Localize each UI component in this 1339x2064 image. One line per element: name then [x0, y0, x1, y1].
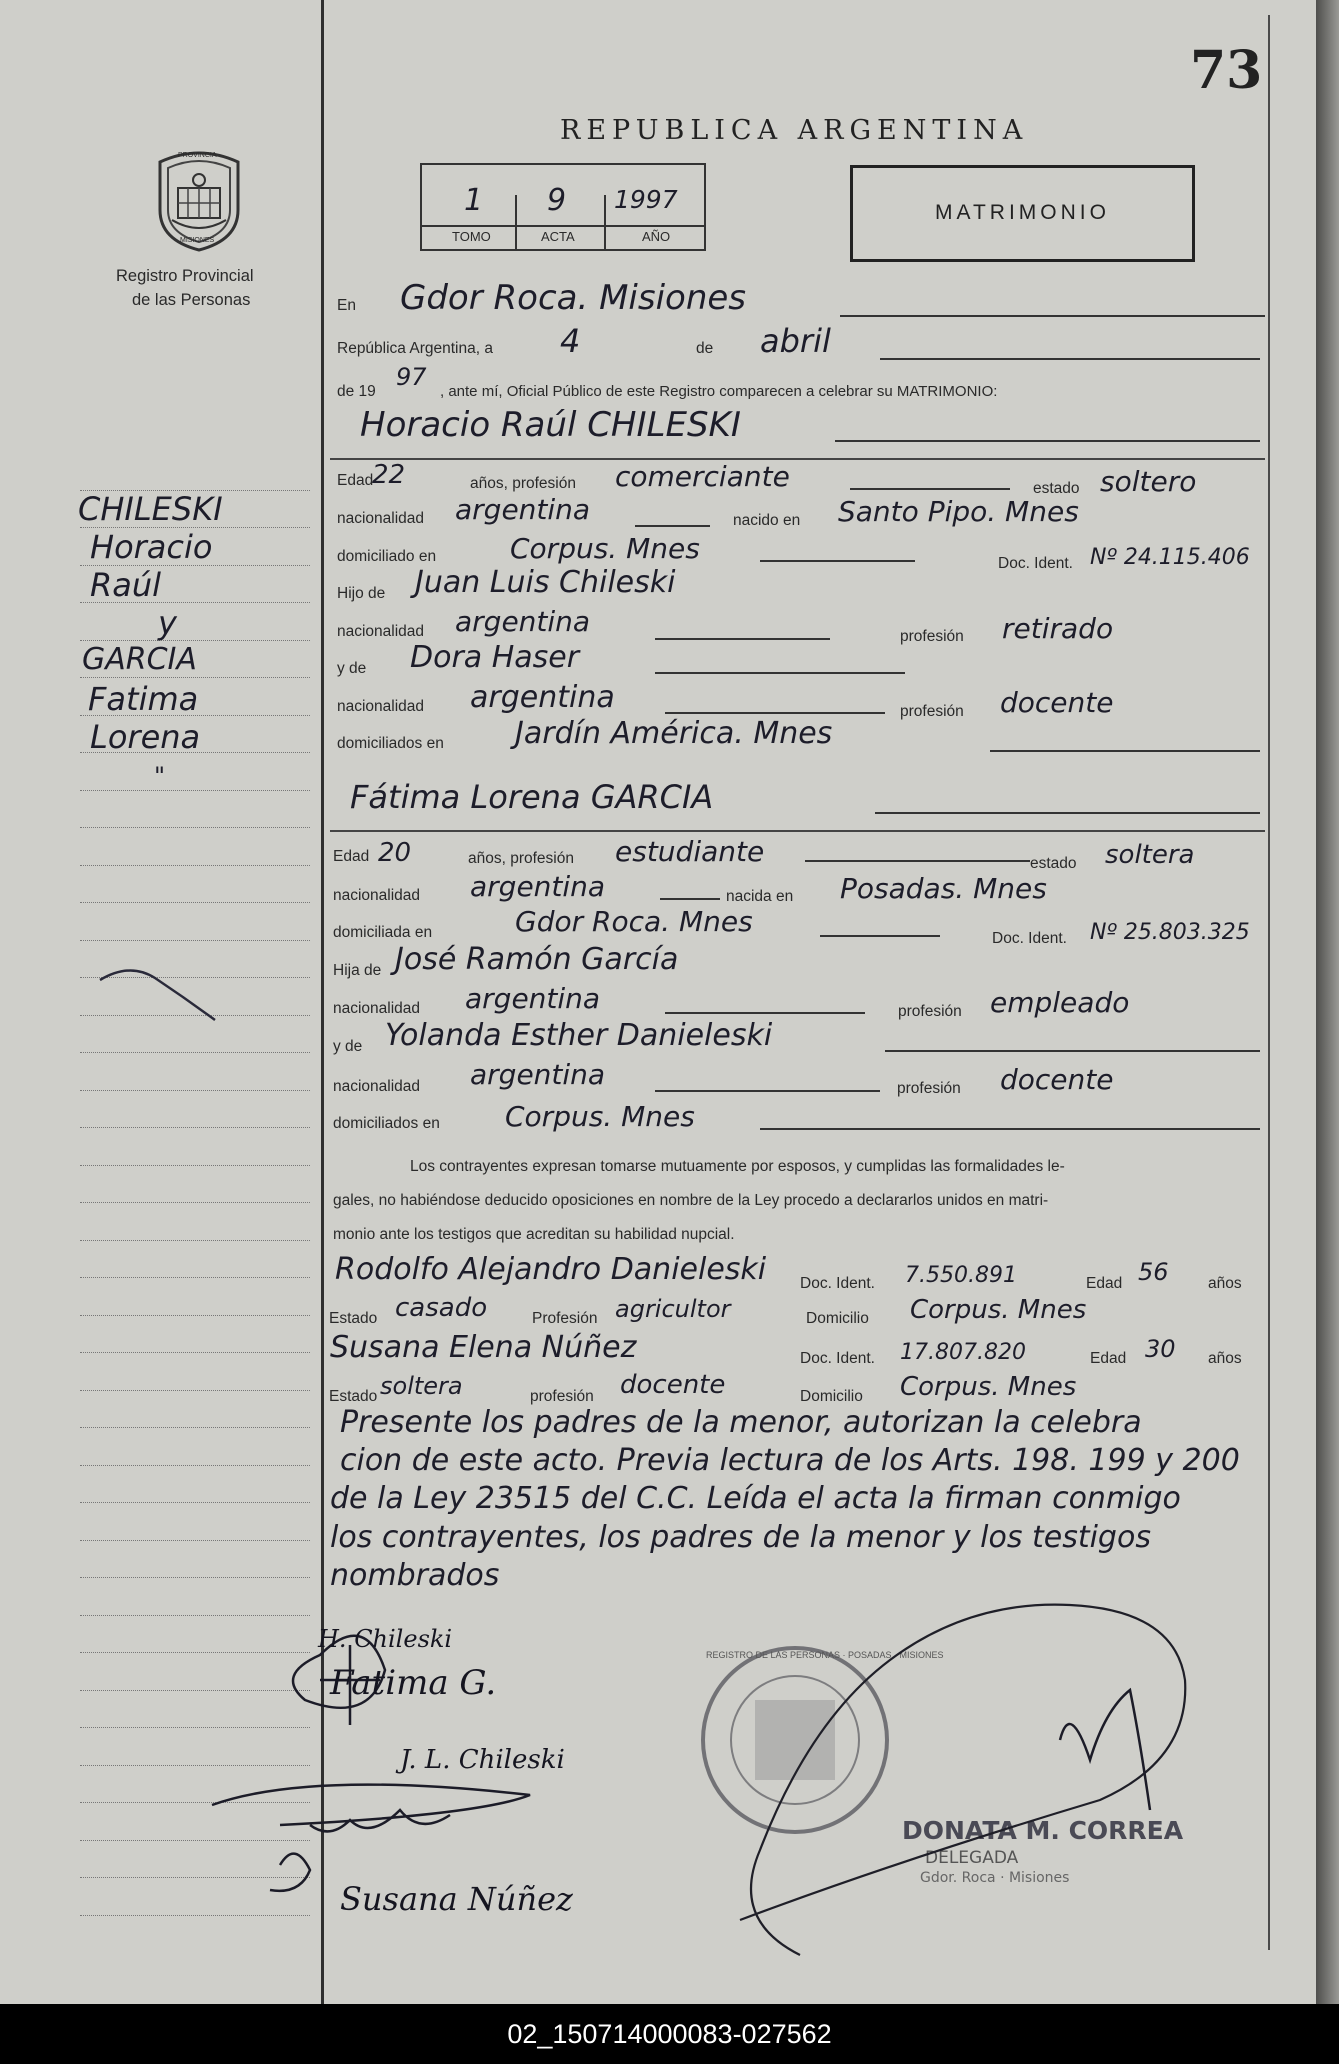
bride-domicilio: Gdor Roca. Mnes: [515, 905, 753, 938]
declaration-line-1: Los contrayentes expresan tomarse mutuamente por esposos, y cumplidas las formalidades le-: [410, 1158, 1065, 1175]
groom-doc: Nº 24.115.406: [1090, 545, 1250, 570]
witness-1-prof-label: Profesión: [532, 1310, 598, 1327]
groom-father-prof: retirado: [1002, 612, 1114, 645]
day-value: 4: [560, 322, 581, 360]
groom-estado: soltero: [1100, 465, 1197, 498]
bride-father: José Ramón García: [395, 942, 679, 977]
declaration-line-2: gales, no habiéndose deducido oposiciones en nombre de la Ley procedo a declararlos unidos en matri-: [333, 1192, 1049, 1209]
groom-father: Juan Luis Chileski: [415, 565, 676, 600]
de-label: de: [696, 340, 714, 357]
bride-father-prof-label: profesión: [898, 1003, 962, 1020]
groom-edad-label: Edad: [337, 472, 374, 489]
groom-mother: Dora Haser: [410, 640, 580, 675]
witness-1-doc: 7.550.891: [905, 1263, 1017, 1288]
registry-name-line-2: de las Personas: [132, 291, 251, 309]
margin-line-4: y: [158, 604, 177, 642]
note-line-4: los contrayentes, los padres de la menor y los testigos: [330, 1520, 1151, 1555]
bride-mother-prof-label: profesión: [897, 1080, 961, 1097]
bride-name: Fátima Lorena GARCIA: [350, 778, 714, 816]
groom-anos-profesion-label: años, profesión: [470, 475, 576, 492]
bride-nacionalidad: argentina: [470, 870, 606, 903]
signature-witness: Susana Núñez: [340, 1880, 573, 1918]
groom-profesion: comerciante: [615, 460, 790, 493]
groom-dom-label: domiciliado en: [337, 548, 437, 565]
signature-groom: H. Chileski: [318, 1625, 453, 1653]
witness-1-edad: 56: [1138, 1258, 1169, 1286]
year-prefix: de 19: [337, 383, 376, 400]
witness-1-estado: casado: [395, 1293, 488, 1323]
official-title-stamp: DELEGADA: [925, 1848, 1019, 1868]
groom-doc-label: Doc. Ident.: [998, 555, 1073, 572]
bride-parents-dom-label: domiciliados en: [333, 1115, 440, 1132]
bride-nac-label: nacionalidad: [333, 887, 421, 904]
groom-domicilio: Corpus. Mnes: [510, 532, 700, 565]
act-type-label: MATRIMONIO: [935, 201, 1110, 224]
groom-name: Horacio Raúl CHILESKI: [360, 405, 741, 445]
witness-2-edad: 30: [1145, 1335, 1176, 1363]
groom-nacido-label: nacido en: [733, 512, 801, 529]
bride-estado: soltera: [1105, 840, 1195, 870]
witness-2-estado-label: Estado: [329, 1388, 378, 1405]
groom-father-nac: argentina: [455, 605, 591, 638]
bride-hija-label: Hija de: [333, 962, 382, 979]
ano-value: 1997: [614, 185, 678, 214]
bride-father-prof: empleado: [990, 986, 1130, 1019]
witness-2-prof-label: profesión: [530, 1388, 594, 1405]
stamp-round-text: REGISTRO DE LAS PERSONAS · POSADAS · MISIONES: [706, 1650, 944, 1660]
year-value: 97: [396, 363, 427, 391]
registry-name-line-1: Registro Provincial: [116, 267, 254, 285]
witness-1-anos-label: años: [1208, 1275, 1242, 1292]
witness-2-dom: Corpus. Mnes: [900, 1372, 1077, 1402]
bride-mother: Yolanda Esther Danieleski: [385, 1018, 773, 1053]
witness-2-edad-label: Edad: [1090, 1350, 1127, 1367]
margin-line-5: GARCIA: [82, 642, 197, 677]
tomo-value: 1: [464, 183, 484, 218]
declaration-line-3: monio ante los testigos que acreditan su habilidad nupcial.: [333, 1226, 735, 1243]
witness-1-name: Rodolfo Alejandro Danieleski: [335, 1252, 767, 1287]
folio-number: 73: [1190, 40, 1263, 101]
bride-mother-prof: docente: [1000, 1063, 1114, 1096]
tomo-label: TOMO: [452, 229, 491, 244]
witness-2-doc-label: Doc. Ident.: [800, 1350, 875, 1367]
seal-caption-top: PROVINCIA: [178, 152, 217, 159]
margin-line-7: Lorena: [90, 718, 201, 756]
groom-father-nac-label: nacionalidad: [337, 623, 425, 640]
groom-mother-nac-label: nacionalidad: [337, 698, 425, 715]
groom-nacionalidad: argentina: [455, 493, 591, 526]
groom-mother-nac: argentina: [470, 680, 615, 715]
bride-mother-nac: argentina: [470, 1058, 606, 1091]
bride-father-nac-label: nacionalidad: [333, 1000, 421, 1017]
groom-hijo-label: Hijo de: [337, 585, 386, 602]
margin-flourish: [95, 950, 245, 1030]
witness-2-doc: 17.807.820: [900, 1340, 1026, 1365]
bride-yde-label: y de: [333, 1038, 363, 1055]
official-place-stamp: Gdor. Roca · Misiones: [920, 1870, 1070, 1886]
bride-dom-label: domiciliada en: [333, 924, 433, 941]
groom-father-prof-label: profesión: [900, 628, 964, 645]
en-label: En: [337, 297, 356, 314]
appearance-statement: , ante mí, Oficial Público de este Registro comparecen a celebrar su MATRIMONIO:: [440, 383, 998, 400]
bride-edad-label: Edad: [333, 848, 370, 865]
volume-act-year-box: [420, 163, 706, 251]
bride-nacida-label: nacida en: [726, 888, 794, 905]
witness-2-anos-label: años: [1208, 1350, 1242, 1367]
bride-estado-label: estado: [1030, 855, 1077, 872]
bride-doc-label: Doc. Ident.: [992, 930, 1067, 947]
groom-mother-prof: docente: [1000, 686, 1114, 719]
witness-2-name: Susana Elena Núñez: [330, 1330, 637, 1365]
witness-1-doc-label: Doc. Ident.: [800, 1275, 875, 1292]
bride-edad: 20: [378, 838, 412, 868]
margin-line-3: Raúl: [90, 566, 162, 604]
witness-2-dom-label: Domicilio: [800, 1388, 863, 1405]
act-type-box: [850, 165, 1195, 262]
bride-father-nac: argentina: [465, 982, 601, 1015]
groom-parents-dom-label: domiciliados en: [337, 735, 444, 752]
acta-label: ACTA: [541, 229, 575, 244]
bride-profesion: estudiante: [615, 835, 765, 868]
signature-bride: Fatima G.: [330, 1663, 497, 1703]
margin-line-2: Horacio: [90, 528, 213, 566]
margin-line-8: ": [154, 762, 166, 790]
witness-1-dom-label: Domicilio: [806, 1310, 869, 1327]
republica-label: República Argentina, a: [337, 340, 493, 357]
document-id-footer: 02_150714000083-027562: [0, 2004, 1339, 2064]
witness-1-prof: agricultor: [615, 1295, 731, 1323]
seal-caption-bottom: MISIONES: [180, 237, 215, 244]
ano-label: AÑO: [642, 229, 671, 244]
bride-nacida: Posadas. Mnes: [840, 872, 1047, 905]
margin-line-6: Fatima: [88, 680, 199, 718]
groom-yde-label: y de: [337, 660, 367, 677]
groom-estado-label: estado: [1033, 480, 1080, 497]
country-title: REPUBLICA ARGENTINA: [560, 115, 1029, 146]
book-binding-edge: [1316, 0, 1339, 2004]
acta-value: 9: [547, 183, 567, 218]
place-value: Gdor Roca. Misiones: [400, 278, 747, 318]
note-line-1: Presente los padres de la menor, autorizan la celebra: [340, 1405, 1142, 1440]
bride-anos-profesion-label: años, profesión: [468, 850, 574, 867]
groom-mother-prof-label: profesión: [900, 703, 964, 720]
groom-parents-dom: Jardín América. Mnes: [515, 716, 833, 751]
witness-2-prof: docente: [620, 1370, 726, 1400]
note-line-5: nombrados: [330, 1558, 500, 1593]
bride-mother-nac-label: nacionalidad: [333, 1078, 421, 1095]
witness-2-estado: soltera: [380, 1372, 463, 1400]
note-line-2: cion de este acto. Previa lectura de los Arts. 198. 199 y 200: [340, 1443, 1240, 1478]
groom-edad: 22: [372, 460, 406, 490]
groom-nacido: Santo Pipo. Mnes: [838, 495, 1079, 528]
witness-1-dom: Corpus. Mnes: [910, 1295, 1087, 1325]
note-line-3: de la Ley 23515 del C.C. Leída el acta la firman conmigo: [330, 1481, 1181, 1516]
signature-father: J. L. Chileski: [400, 1745, 565, 1775]
groom-nac-label: nacionalidad: [337, 510, 425, 527]
official-name-stamp: DONATA M. CORREA: [902, 1816, 1184, 1845]
bride-parents-dom: Corpus. Mnes: [505, 1100, 695, 1133]
margin-line-1: CHILESKI: [78, 490, 223, 528]
witness-1-edad-label: Edad: [1086, 1275, 1123, 1292]
bride-doc: Nº 25.803.325: [1090, 920, 1250, 945]
month-value: abril: [760, 322, 831, 360]
witness-1-estado-label: Estado: [329, 1310, 378, 1327]
